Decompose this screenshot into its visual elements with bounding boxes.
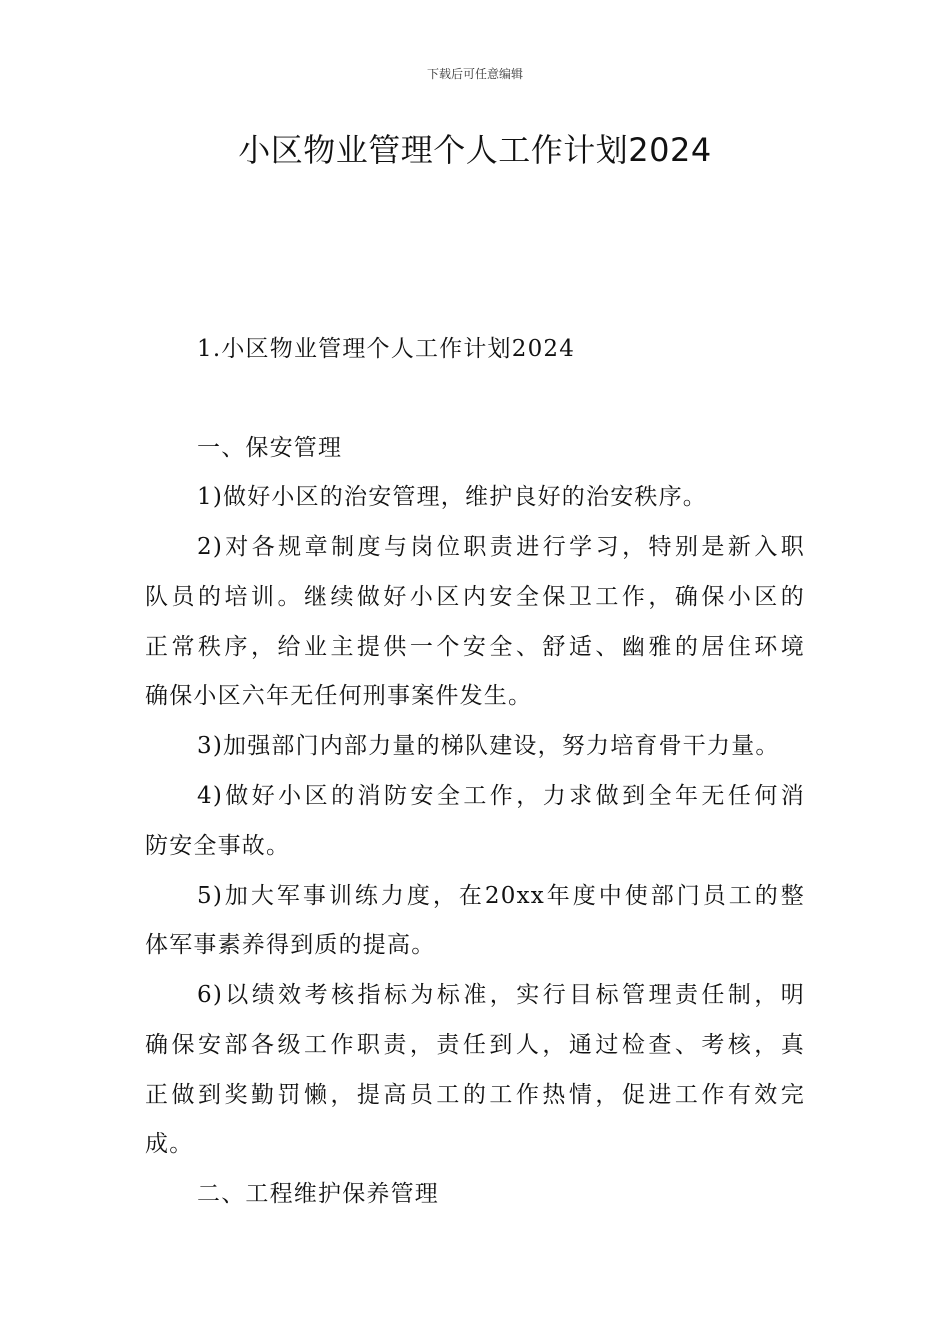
section-heading-security: 一、保安管理 <box>197 435 343 461</box>
paragraph-6-line-2: 确保安部各级工作职责，责任到人，通过检查、考核，真 <box>145 1032 805 1058</box>
paragraph-6-line-3: 正做到奖勤罚懒，提高员工的工作热情，促进工作有效完 <box>145 1082 805 1108</box>
section-heading-engineering: 二、工程维护保养管理 <box>197 1181 439 1207</box>
document-subtitle: 1.小区物业管理个人工作计划2024 <box>197 336 576 362</box>
paragraph-1: 1)做好小区的治安管理，维护良好的治安秩序。 <box>197 484 708 510</box>
paragraph-6-line-4: 成。 <box>145 1131 194 1157</box>
paragraph-2-line-4: 确保小区六年无任何刑事案件发生。 <box>145 683 533 709</box>
paragraph-5-line-2: 体军事素养得到质的提高。 <box>145 932 436 958</box>
paragraph-2-line-3: 正常秩序，给业主提供一个安全、舒适、幽雅的居住环境 <box>145 634 805 660</box>
paragraph-6-line-1: 6)以绩效考核指标为标准，实行目标管理责任制，明 <box>197 982 805 1008</box>
paragraph-2-line-2: 队员的培训。继续做好小区内安全保卫工作，确保小区的 <box>145 584 805 610</box>
paragraph-4-line-2: 防安全事故。 <box>145 833 291 859</box>
document-title: 小区物业管理个人工作计划2024 <box>238 131 712 169</box>
paragraph-3: 3)加强部门内部力量的梯队建设，努力培育骨干力量。 <box>197 733 780 759</box>
paragraph-2-line-1: 2)对各规章制度与岗位职责进行学习，特别是新入职 <box>197 534 805 560</box>
header-note: 下载后可任意编辑 <box>426 67 523 81</box>
paragraph-5-line-1: 5)加大军事训练力度，在20xx年度中使部门员工的整 <box>197 883 805 909</box>
paragraph-4-line-1: 4)做好小区的消防安全工作，力求做到全年无任何消 <box>197 783 805 809</box>
